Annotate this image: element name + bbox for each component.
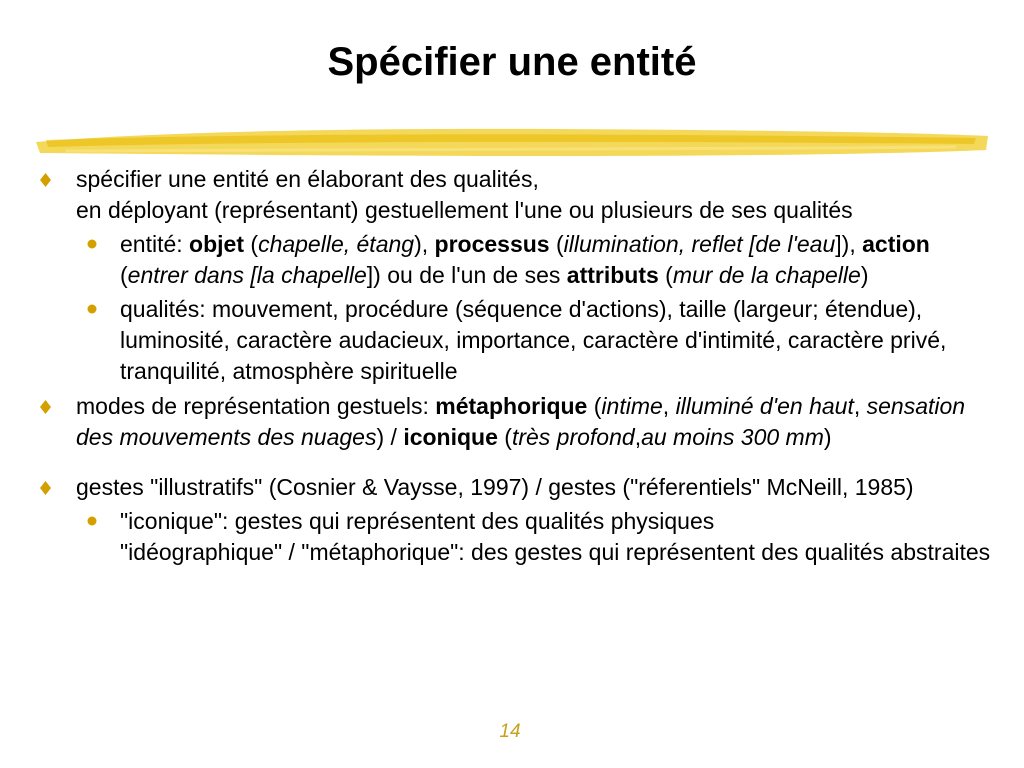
- bold-term: action: [862, 231, 930, 257]
- italic-example: mur de la chapelle: [672, 262, 861, 288]
- text-run: ): [860, 262, 869, 288]
- italic-example: chapelle, étang: [258, 231, 415, 257]
- bullet-line: en déployant (représentant) gestuellement l'une ou plusieurs de ses qualités: [76, 197, 853, 223]
- text-run: ]) ou de l'un de ses: [366, 262, 567, 288]
- text-run: entité:: [120, 231, 190, 257]
- bullet-list: [38, 160, 996, 568]
- italic-example: sensation des mouvements des nuages: [76, 393, 966, 450]
- text-run: (: [120, 262, 128, 288]
- diamond-bullet-icon: [40, 400, 51, 414]
- text-run: ,: [634, 424, 642, 450]
- text-run: ]),: [835, 231, 863, 257]
- bold-term: iconique: [403, 424, 498, 450]
- italic-example: illumination, reflet [de l'eau: [563, 231, 836, 257]
- text-run: ) /: [376, 424, 404, 450]
- bullet-specifier: [38, 164, 996, 226]
- subbullet-iconique: [38, 506, 996, 568]
- text-run: ,: [662, 393, 676, 419]
- dot-bullet-icon: [87, 304, 97, 314]
- text-run: (: [497, 424, 512, 450]
- italic-example: très profond: [511, 424, 635, 450]
- text-run: (: [244, 231, 259, 257]
- bold-term: attributs: [566, 262, 659, 288]
- italic-example: illuminé d'en haut: [675, 393, 854, 419]
- bullet-gestes: [38, 472, 996, 503]
- bold-term: objet: [189, 231, 244, 257]
- text-run: (: [658, 262, 673, 288]
- italic-example: au moins 300 mm: [641, 424, 824, 450]
- highlighter-stroke-decoration: [36, 120, 988, 164]
- text-run: (: [587, 393, 602, 419]
- dot-bullet-icon: [87, 516, 97, 526]
- bullet-modes: [38, 391, 996, 453]
- italic-example: entrer dans [la chapelle: [127, 262, 367, 288]
- text-run: qualités: mouvement, procédure (séquence d'actions), taille (largeur; étendue), luminosité, caractère audacieux, importance, caractère d'intimité, caractère privé, tranquilité, atmosphère spirituelle: [120, 296, 947, 384]
- bullet-line: "iconique": gestes qui représentent des qualités physiques: [120, 508, 715, 534]
- text-run: ),: [414, 231, 435, 257]
- bold-term: métaphorique: [435, 393, 588, 419]
- dot-bullet-icon: [87, 239, 97, 249]
- text-run: ): [823, 424, 832, 450]
- bold-term: processus: [434, 231, 550, 257]
- italic-example: intime: [601, 393, 663, 419]
- subbullet-entite: [38, 229, 996, 291]
- slide-title: Spécifier une entité: [327, 40, 697, 84]
- text-run: ,: [853, 393, 867, 419]
- text-run: modes de représentation gestuels:: [76, 393, 436, 419]
- page-number: 14: [499, 721, 521, 742]
- subbullet-qualites: [38, 294, 996, 387]
- diamond-bullet-icon: [40, 173, 51, 187]
- bullet-line: "idéographique" / "métaphorique": des gestes qui représentent des qualités abstraites: [120, 539, 991, 565]
- diamond-bullet-icon: [40, 481, 51, 495]
- text-run: (: [549, 231, 564, 257]
- bullet-line: spécifier une entité en élaborant des qualités,: [76, 166, 539, 192]
- text-run: gestes "illustratifs" (Cosnier & Vaysse, 1997) / gestes ("réferentiels" McNeill, 1985): [76, 474, 914, 500]
